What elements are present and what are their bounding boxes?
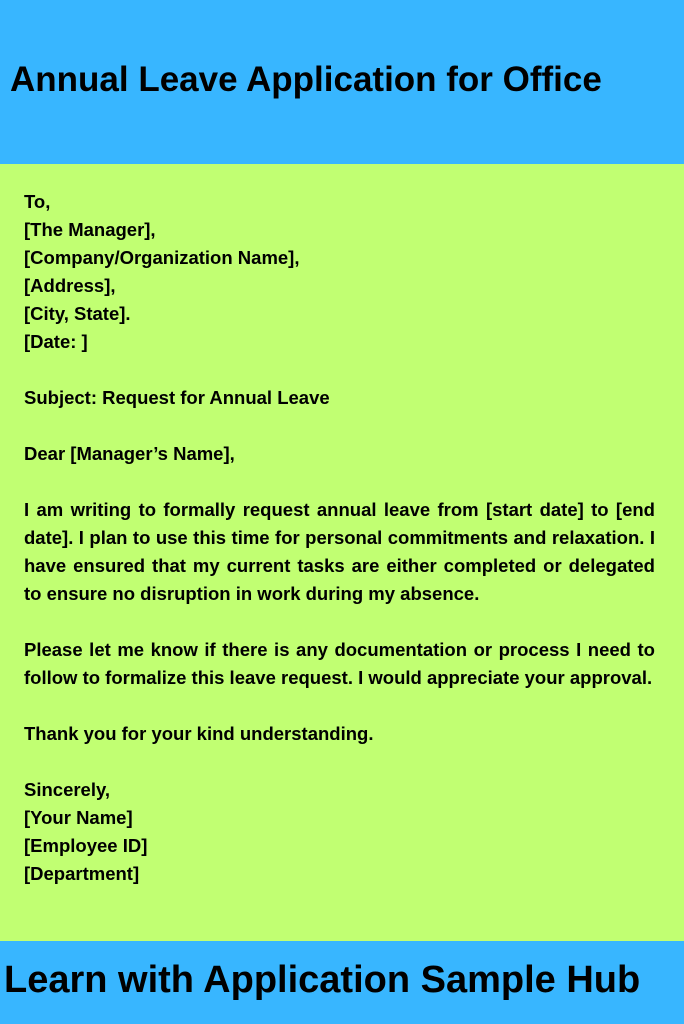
recipient-company: [Company/Organization Name], — [24, 247, 300, 268]
header-banner — [3, 0, 684, 164]
signature-department: [Department] — [24, 863, 140, 884]
page-title: Annual Leave Application for Office — [10, 60, 602, 99]
signature-employee-id: [Employee ID] — [24, 835, 148, 856]
footer-brand-text: Learn with Application Sample Hub — [4, 959, 641, 1001]
letter-body — [24, 188, 655, 888]
letter-subject: Subject: Request for Annual Leave — [24, 387, 330, 408]
body-paragraph-2: Please let me know if there is any documentation or process I need to follow to formalize this leave request. I would appreciate your approval. — [24, 639, 655, 688]
recipient-manager: [The Manager], — [24, 219, 156, 240]
letter-closing: Sincerely, — [24, 779, 111, 800]
recipient-address: [Address], — [24, 275, 116, 296]
recipient-city-state: [City, State]. — [24, 303, 131, 324]
letter-thanks: Thank you for your kind understanding. — [24, 723, 374, 744]
recipient-to: To, — [24, 191, 51, 212]
letter-panel — [0, 164, 684, 941]
letter-date: [Date: ] — [24, 331, 88, 352]
signature-name: [Your Name] — [24, 807, 133, 828]
body-paragraph-1: I am writing to formally request annual leave from [start date] to [end date]. I plan to use this time for personal commitments and relaxation. I have ensured that my current tasks are either completed or delegated to ensure no disruption in work during my absence. — [24, 499, 655, 604]
letter-salutation: Dear [Manager’s Name], — [24, 443, 235, 464]
footer-banner — [0, 941, 684, 1024]
